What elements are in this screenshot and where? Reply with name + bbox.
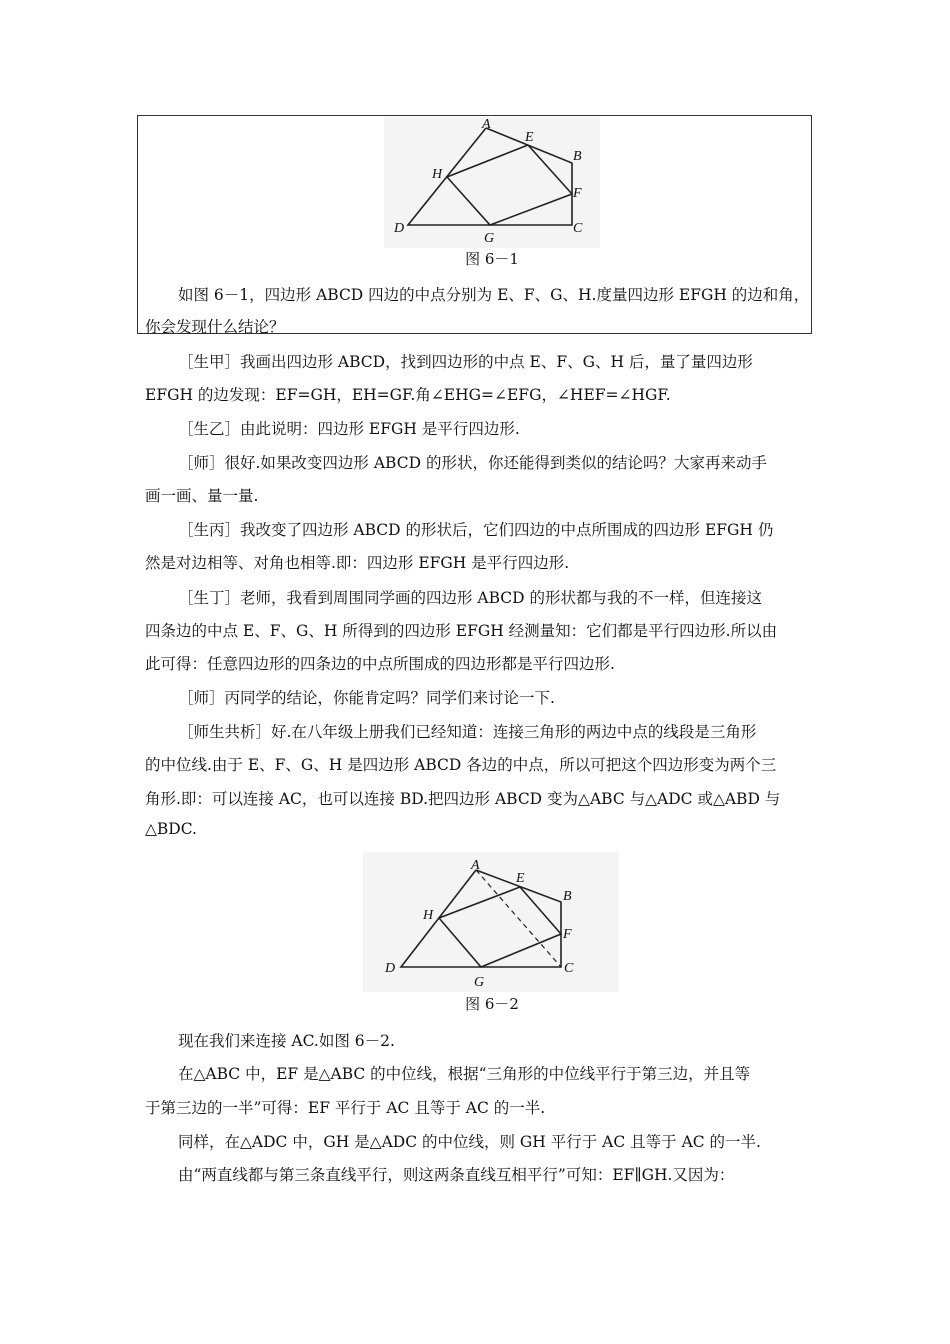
after-line-3: 于第三边的一半”可得：EF 平行于 AC 且等于 AC 的一半. — [145, 1099, 546, 1117]
label-e: E — [516, 871, 525, 886]
para-6: ［师］丙同学的结论，你能肯定吗？同学们来讨论一下. — [178, 689, 555, 707]
label-h: H — [423, 908, 434, 923]
after-line-2: 在△ABC 中，EF 是△ABC 的中位线，根据“三角形的中位线平行于第三边，并且等 — [178, 1065, 751, 1083]
para-3-line-1: ［师］很好.如果改变四边形 ABCD 的形状，你还能得到类似的结论吗？大家再来动手 — [178, 454, 767, 472]
label-a: A — [482, 117, 491, 132]
para-5-line-2: 四条边的中点 E、F、G、H 所得到的四边形 EFGH 经测量知：它们都是平行四边形.所以由 — [145, 622, 778, 640]
figure-1-diagram — [384, 117, 600, 248]
para-4-line-1: ［生丙］我改变了四边形 ABCD 的形状后，它们四边的中点所围成的四边形 EFGH 仍 — [178, 521, 774, 539]
quadrilateral-efgh — [439, 887, 561, 967]
figure-2-caption: 图 6－2 — [465, 995, 519, 1013]
figure-1 — [384, 117, 600, 248]
quadrilateral-efgh — [447, 145, 572, 225]
para-2: ［生乙］由此说明：四边形 EFGH 是平行四边形. — [178, 420, 520, 438]
para-7-line-2: 的中位线.由于 E、F、G、H 是四边形 ABCD 各边的中点，所以可把这个四边形变为两个三 — [145, 756, 777, 774]
label-e: E — [525, 130, 534, 145]
figure-2-diagram — [363, 852, 619, 992]
para-1-line-1: ［生甲］我画出四边形 ABCD，找到四边形的中点 E、F、G、H 后，量了量四边形 — [178, 353, 753, 371]
label-b: B — [573, 149, 582, 164]
label-f: F — [563, 927, 572, 942]
label-h: H — [432, 167, 443, 182]
label-a: A — [471, 858, 480, 873]
label-g: G — [474, 975, 485, 990]
para-4-line-2: 然是对边相等、对角也相等.即：四边形 EFGH 是平行四边形. — [145, 554, 570, 572]
box-text-line-2: 你会发现什么结论？ — [145, 318, 285, 336]
label-g: G — [484, 231, 495, 246]
para-7-line-3: 角形.即：可以连接 AC，也可以连接 BD.把四边形 ABCD 变为△ABC 与△ADC 或△ABD 与 — [145, 790, 781, 808]
after-line-5: 由“两直线都与第三条直线平行，则这两条直线互相平行”可知：EF∥GH.又因为： — [178, 1166, 735, 1184]
label-b: B — [563, 889, 572, 904]
after-line-1: 现在我们来连接 AC.如图 6－2. — [178, 1032, 395, 1050]
label-f: F — [573, 186, 582, 201]
label-d: D — [385, 961, 396, 976]
label-d: D — [394, 221, 405, 236]
label-c: C — [564, 961, 574, 976]
figure-1-caption: 图 6－1 — [465, 250, 519, 268]
para-5-line-1: ［生丁］老师，我看到周围同学画的四边形 ABCD 的形状都与我的不一样，但连接这 — [178, 589, 763, 607]
after-line-4: 同样，在△ADC 中，GH 是△ADC 的中位线，则 GH 平行于 AC 且等于 AC 的一半. — [178, 1133, 761, 1151]
para-1-line-2: EFGH 的边发现：EF=GH，EH=GF.角∠EHG=∠EFG，∠HEF=∠HGF. — [145, 386, 671, 404]
label-c: C — [573, 221, 583, 236]
figure-2 — [363, 852, 619, 992]
para-3-line-2: 画一画、量一量. — [145, 487, 259, 505]
box-text-line-1: 如图 6－1，四边形 ABCD 四边的中点分别为 E、F、G、H.度量四边形 EFGH 的边和角， — [178, 286, 810, 304]
para-7-line-4: △BDC. — [145, 820, 197, 838]
para-7-line-1: ［师生共析］好.在八年级上册我们已经知道：连接三角形的两边中点的线段是三角形 — [178, 723, 757, 741]
para-5-line-3: 此可得：任意四边形的四条边的中点所围成的四边形都是平行四边形. — [145, 655, 615, 673]
